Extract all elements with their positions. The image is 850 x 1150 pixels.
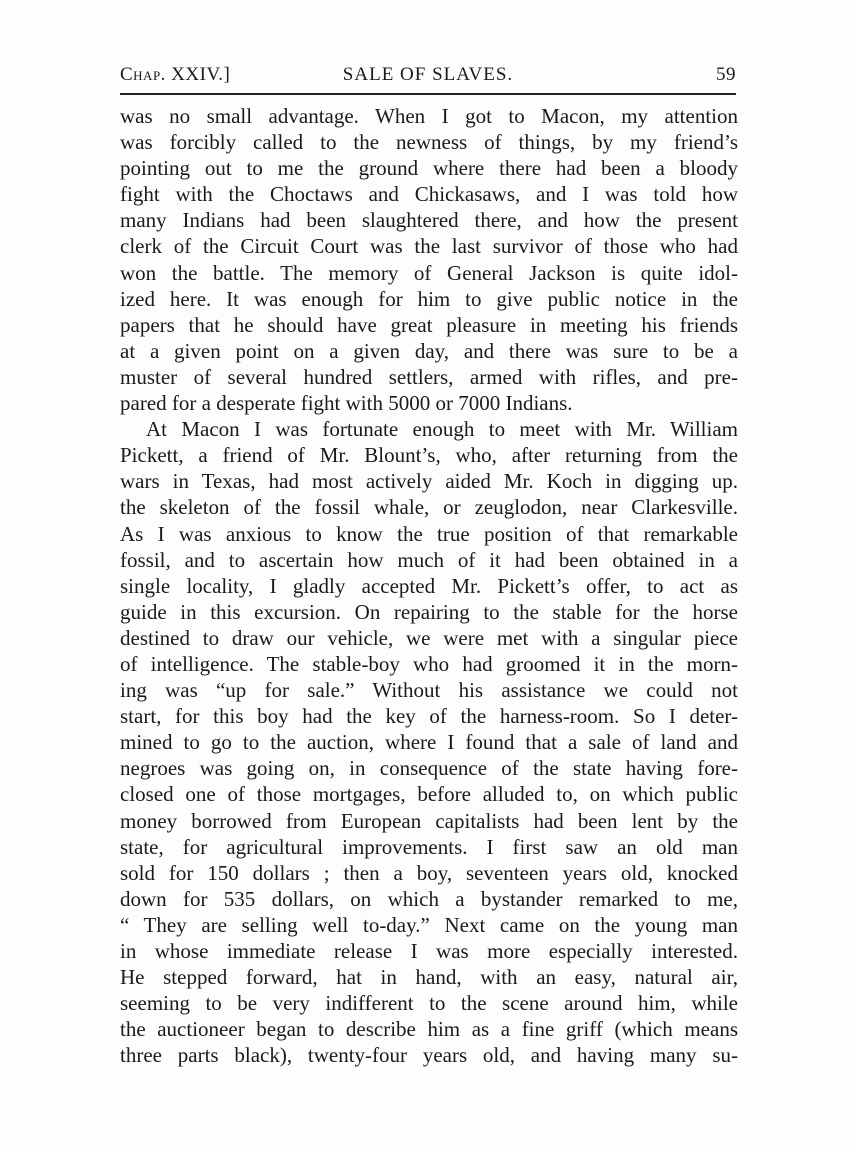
text-line: papers that he should have great pleasure in meeting his friends [120, 312, 738, 337]
text-line: single locality, I gladly accepted Mr. Pickett’s offer, to act as [120, 573, 738, 598]
text-line: fossil, and to ascertain how much of it had been obtained in a [120, 547, 738, 572]
header-rule [120, 93, 736, 95]
text-line: guide in this excursion. On repairing to the stable for the horse [120, 599, 738, 624]
text-line: ing was “up for sale.” Without his assistance we could not [120, 678, 738, 703]
text-line: in whose immediate release I was more especially interested. [120, 939, 738, 963]
paragraph-start: At Macon I was fortunate enough to meet with Mr. William [146, 417, 738, 442]
text-line: “ They are selling well to-day.” Next came on the young man [120, 912, 738, 937]
text-line: destined to draw our vehicle, we were met with a singular piece [120, 625, 738, 650]
text-line: He stepped forward, hat in hand, with an easy, natural air, [120, 965, 738, 990]
text-line: fight with the Choctaws and Chickasaws, and I was told how [120, 182, 738, 207]
text-line: start, for this boy had the key of the harness-room. So I deter- [120, 704, 738, 729]
text-line: at a given point on a given day, and there was sure to be a [120, 338, 738, 363]
page-title: SALE OF SLAVES. [342, 64, 514, 85]
text-line: was forcibly called to the newness of things, by my friend’s [120, 130, 738, 155]
text-line: three parts black), twenty-four years old, and having many su- [120, 1043, 738, 1068]
page-number: 59 [716, 64, 736, 85]
text-line: wars in Texas, had most actively aided Mr. Koch in digging up. [120, 469, 738, 494]
body-text [120, 103, 738, 1068]
chapter-label: Chap. XXIV.] [120, 64, 231, 85]
text-line: ized here. It was enough for him to give public notice in the [120, 286, 738, 311]
text-line: won the battle. The memory of General Jackson is quite idol- [120, 260, 738, 285]
text-line: sold for 150 dollars ; then a boy, seventeen years old, knocked [120, 860, 738, 885]
text-line: muster of several hundred settlers, armed with rifles, and pre- [120, 364, 738, 389]
text-line: state, for agricultural improvements. I first saw an old man [120, 834, 738, 859]
running-head [120, 60, 736, 90]
text-line: Pickett, a friend of Mr. Blount’s, who, after returning from the [120, 443, 738, 468]
text-line: of intelligence. The stable-boy who had groomed it in the morn- [120, 651, 738, 676]
text-line: seeming to be very indifferent to the scene around him, while [120, 991, 738, 1016]
text-line: the skeleton of the fossil whale, or zeuglodon, near Clarkesville. [120, 495, 738, 520]
text-line: As I was anxious to know the true position of that remarkable [120, 521, 738, 546]
text-line: pointing out to me the ground where there had been a bloody [120, 156, 738, 181]
text-line: closed one of those mortgages, before alluded to, on which public [120, 782, 738, 807]
text-line: money borrowed from European capitalists had been lent by the [120, 808, 738, 833]
text-line: pared for a desperate fight with 5000 or 7000 Indians. [120, 391, 573, 416]
text-line: negroes was going on, in consequence of the state having fore- [120, 756, 738, 781]
text-line: was no small advantage. When I got to Macon, my attention [120, 104, 738, 128]
text-line: the auctioneer began to describe him as a fine griff (which means [120, 1017, 738, 1042]
text-line: clerk of the Circuit Court was the last survivor of those who had [120, 234, 738, 259]
text-line: down for 535 dollars, on which a bystander remarked to me, [120, 886, 738, 911]
text-line: many Indians had been slaughtered there, and how the present [120, 208, 738, 233]
text-line: mined to go to the auction, where I found that a sale of land and [120, 730, 738, 755]
